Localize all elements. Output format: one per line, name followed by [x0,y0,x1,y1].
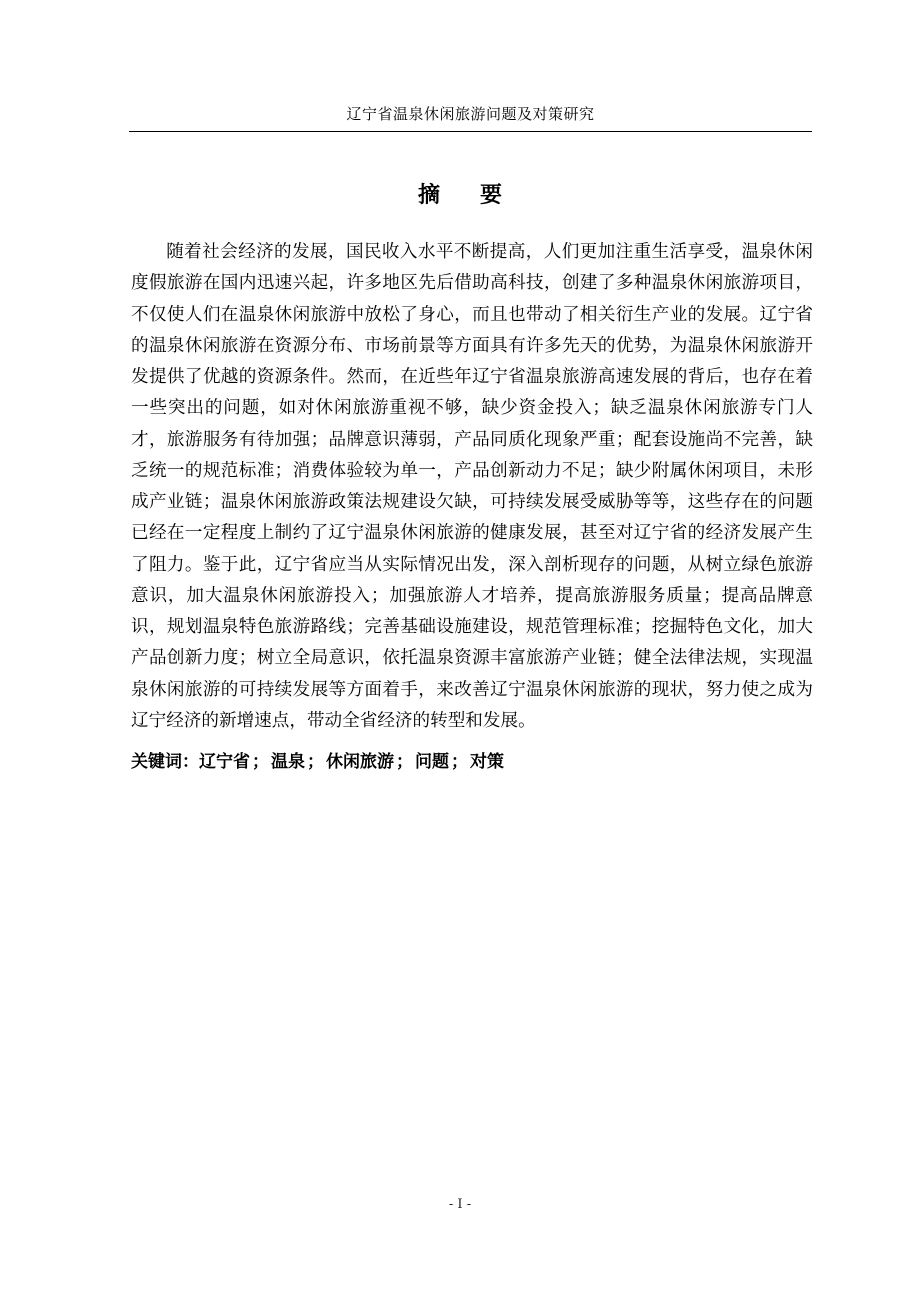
keyword-item: 辽宁省 [199,752,250,772]
keywords-label: 关键词： [131,752,199,772]
keyword-separator: ； [451,752,468,772]
keyword-item: 休闲旅游 [326,752,394,772]
keyword-item: 对策 [470,752,504,772]
abstract-body: 随着社会经济的发展，国民收入水平不断提高，人们更加注重生活享受，温泉休闲度假旅游在国内迅速兴起，许多地区先后借助高科技，创建了多种温泉休闲旅游项目，不仅使人们在温泉休闲旅游中放松了身心，而且也带动了相关衍生产业的发展。辽宁省的温泉休闲旅游在资源分布、市场前景等方面具有许多先天的优势，为温泉休闲旅游开发提供了优越的资源条件。然而，在近些年辽宁省温泉旅游高速发展的背后，也存在着一些突出的问题，如对休闲旅游重视不够，缺少资金投入；缺乏温泉休闲旅游专门人才，旅游服务有待加强；品牌意识薄弱，产品同质化现象严重；配套设施尚不完善，缺乏统一的规范标准；消费体验较为单一，产品创新动力不足；缺少附属休闲项目，未形成产业链；温泉休闲旅游政策法规建设欠缺，可持续发展受威胁等等，这些存在的问题已经在一定程度上制约了辽宁温泉休闲旅游的健康发展，甚至对辽宁省的经济发展产生了阻力。鉴于此，辽宁省应当从实际情况出发，深入剖析现存的问题，从树立绿色旅游意识，加大温泉休闲旅游投入；加强旅游人才培养，提高旅游服务质量；提高品牌意识，规划温泉特色旅游路线；完善基础设施建设，规范管理标准；挖掘特色文化，加大产品创新力度；树立全局意识，依托温泉资源丰富旅游产业链；健全法律法规，实现温泉休闲旅游的可持续发展等方面着手，来改善辽宁温泉休闲旅游的现状，努力使之成为辽宁经济的新增速点，带动全省经济的转型和发展。 [131,242,813,731]
page-number: - I - [448,1197,472,1212]
keyword-separator: ； [307,752,324,772]
header-rule [129,131,812,132]
keyword-item: 问题 [415,752,449,772]
keyword-separator: ； [252,752,269,772]
abstract-title: 摘要 [417,183,542,208]
keywords-line [131,748,813,776]
keyword-item: 温泉 [271,752,305,772]
running-header: 辽宁省温泉休闲旅游问题及对策研究 [346,105,595,123]
keyword-separator: ； [396,752,413,772]
